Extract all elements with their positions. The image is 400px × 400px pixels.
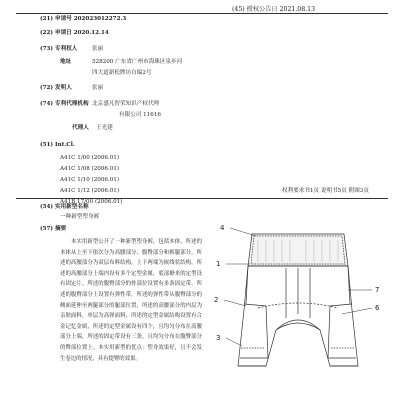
application-number: (21) 申请号 202023012272.3 — [40, 16, 127, 22]
side-publication-code — [3, 305, 11, 395]
filing-date: (22) 申请日 2020.12.14 — [40, 30, 109, 36]
int-cl-item: A41C 1/00 (2006.01) — [60, 155, 120, 161]
int-cl-item: A41C 1/12 (2006.01) — [60, 188, 120, 194]
callout-label: 1 — [216, 260, 221, 268]
address-line-1: 528200 广东省广州市海珠区泉步河 — [92, 59, 183, 65]
page-count-note: 权利要求书1页 说明书5页 附图3页 — [282, 188, 369, 194]
header-rule — [16, 13, 388, 14]
agency-name-line-1: 北京盛凡智荣知识产权代理 — [92, 101, 160, 107]
callout-label: 6 — [375, 304, 380, 312]
int-cl-item: A41C 1/10 (2006.01) — [60, 177, 120, 183]
int-cl-item: A41C 1/08 (2006.01) — [60, 166, 120, 172]
callout-label: 4 — [220, 224, 225, 232]
agent-name: 王光建 — [96, 125, 113, 131]
holder-name: 张丽 — [92, 46, 104, 52]
abstract-label: (57) 摘要 — [40, 226, 67, 232]
shapewear-drawing — [208, 218, 388, 398]
agency-label: (74) 专利代理机构 — [40, 101, 89, 107]
int-cl-label: (51) Int.Cl. — [40, 142, 75, 148]
int-cl-item: A41B 17/00 (2006.01) — [60, 199, 123, 205]
abstract-text: 本实用新型公开了一种新型塑身裤，包括本体，所述的本体从上至下依次分为高腰部分、腹臀部分和裤腿部分，所述的高腰部分为双层布料结构，上下两端为嵌线状结构，所述的高腰部分上端内设有多个定型金属，底部撩来的定型设有固定片。所述的腹臀部分的骨部位设置有多条固定带，所述的腹臀部分上设置有弹性带，所述的弹性带从腹臀部分的侧面延伸至两腿部分的腿部位置，所述的高腰部分的内层为亲肤面料，单层为高弹面料，所述的定型金属结构设置有合金记忆金属，所述的定型金属设有四个，且均匀分布在高腰部分上端，所述的固定带设有三条，且均匀分布在腹臀部分的臀部位置上。本实用新型的优点：塑身效果好，且不会发生卷边的情况，具有提臀的效果。 — [60, 239, 202, 362]
holder-label: (73) 专利权人 — [40, 46, 78, 52]
section-rule — [16, 198, 388, 199]
agency-name-line-2: 有限公司 11616 — [119, 112, 161, 118]
address-line-2: 四大道新松牌坊自编2号 — [92, 70, 152, 76]
callout-label: 2 — [214, 296, 219, 304]
inventor-name: 张丽 — [92, 85, 104, 91]
utility-model-title: 一种新型塑身裤 — [60, 214, 100, 220]
callout-label: 7 — [375, 286, 380, 294]
grant-date: (45) 授权公告日 2021.08.13 — [232, 6, 315, 13]
agent-label: 代理人 — [72, 125, 89, 131]
title-label: (54) 实用新型名称 — [40, 204, 89, 210]
callout-label: 3 — [216, 334, 221, 342]
inventor-label: (72) 发明人 — [40, 85, 72, 91]
address-label: 地址 — [60, 59, 72, 65]
